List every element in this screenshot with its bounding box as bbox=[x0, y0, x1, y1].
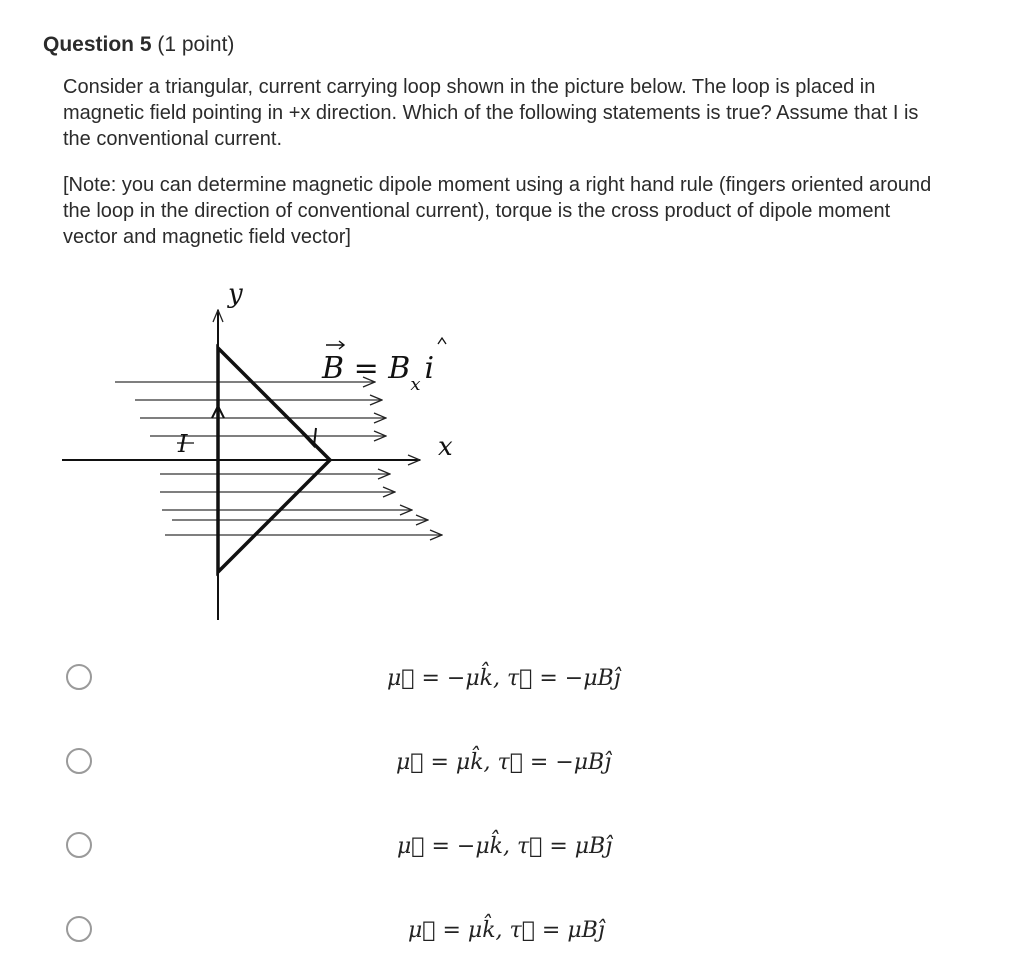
question-note: [Note: you can determine magnetic dipole moment using a right hand rule (fingers oriented around the loop in the direction of conventional current), torque is the cross product of dipole moment vector and magnetic field vector] bbox=[63, 174, 932, 248]
radio-button[interactable] bbox=[66, 916, 92, 942]
question-header bbox=[43, 31, 234, 59]
y-axis-label: y bbox=[228, 279, 243, 309]
question-body bbox=[63, 74, 943, 270]
x-axis-label: x bbox=[438, 432, 453, 462]
loop-diagram-svg bbox=[0, 270, 520, 630]
option-formula: μ⃗ = μk̂, τ⃗ = −μBĵ bbox=[396, 750, 612, 775]
answer-option-4[interactable] bbox=[66, 916, 946, 950]
question-points: (1 point) bbox=[157, 33, 235, 56]
unit-hat-icon bbox=[438, 338, 446, 344]
field-unit: i bbox=[424, 351, 435, 386]
answer-option-2[interactable] bbox=[66, 748, 946, 782]
loop-diagram bbox=[0, 270, 520, 630]
radio-button[interactable] bbox=[66, 748, 92, 774]
question-text: Consider a triangular, current carrying loop shown in the picture below. The loop is placed in magnetic field pointing in +x direction. Which of the following statements is true? Assume that I is the conventional current. bbox=[63, 76, 919, 150]
field-equation bbox=[321, 351, 434, 395]
current-label: I bbox=[178, 430, 188, 458]
vector-arrow-icon bbox=[326, 341, 344, 349]
option-formula: μ⃗ = −μk̂, τ⃗ = −μBĵ bbox=[387, 666, 621, 691]
question-title: Question 5 bbox=[43, 33, 152, 56]
option-formula: μ⃗ = −μk̂, τ⃗ = μBĵ bbox=[397, 834, 613, 859]
field-subscript: x bbox=[410, 374, 421, 395]
radio-button[interactable] bbox=[66, 832, 92, 858]
answer-option-1[interactable] bbox=[66, 664, 946, 698]
answer-option-3[interactable] bbox=[66, 832, 946, 866]
option-formula: μ⃗ = μk̂, τ⃗ = μBĵ bbox=[408, 918, 605, 943]
field-label: B = B bbox=[322, 351, 411, 386]
radio-button[interactable] bbox=[66, 664, 92, 690]
